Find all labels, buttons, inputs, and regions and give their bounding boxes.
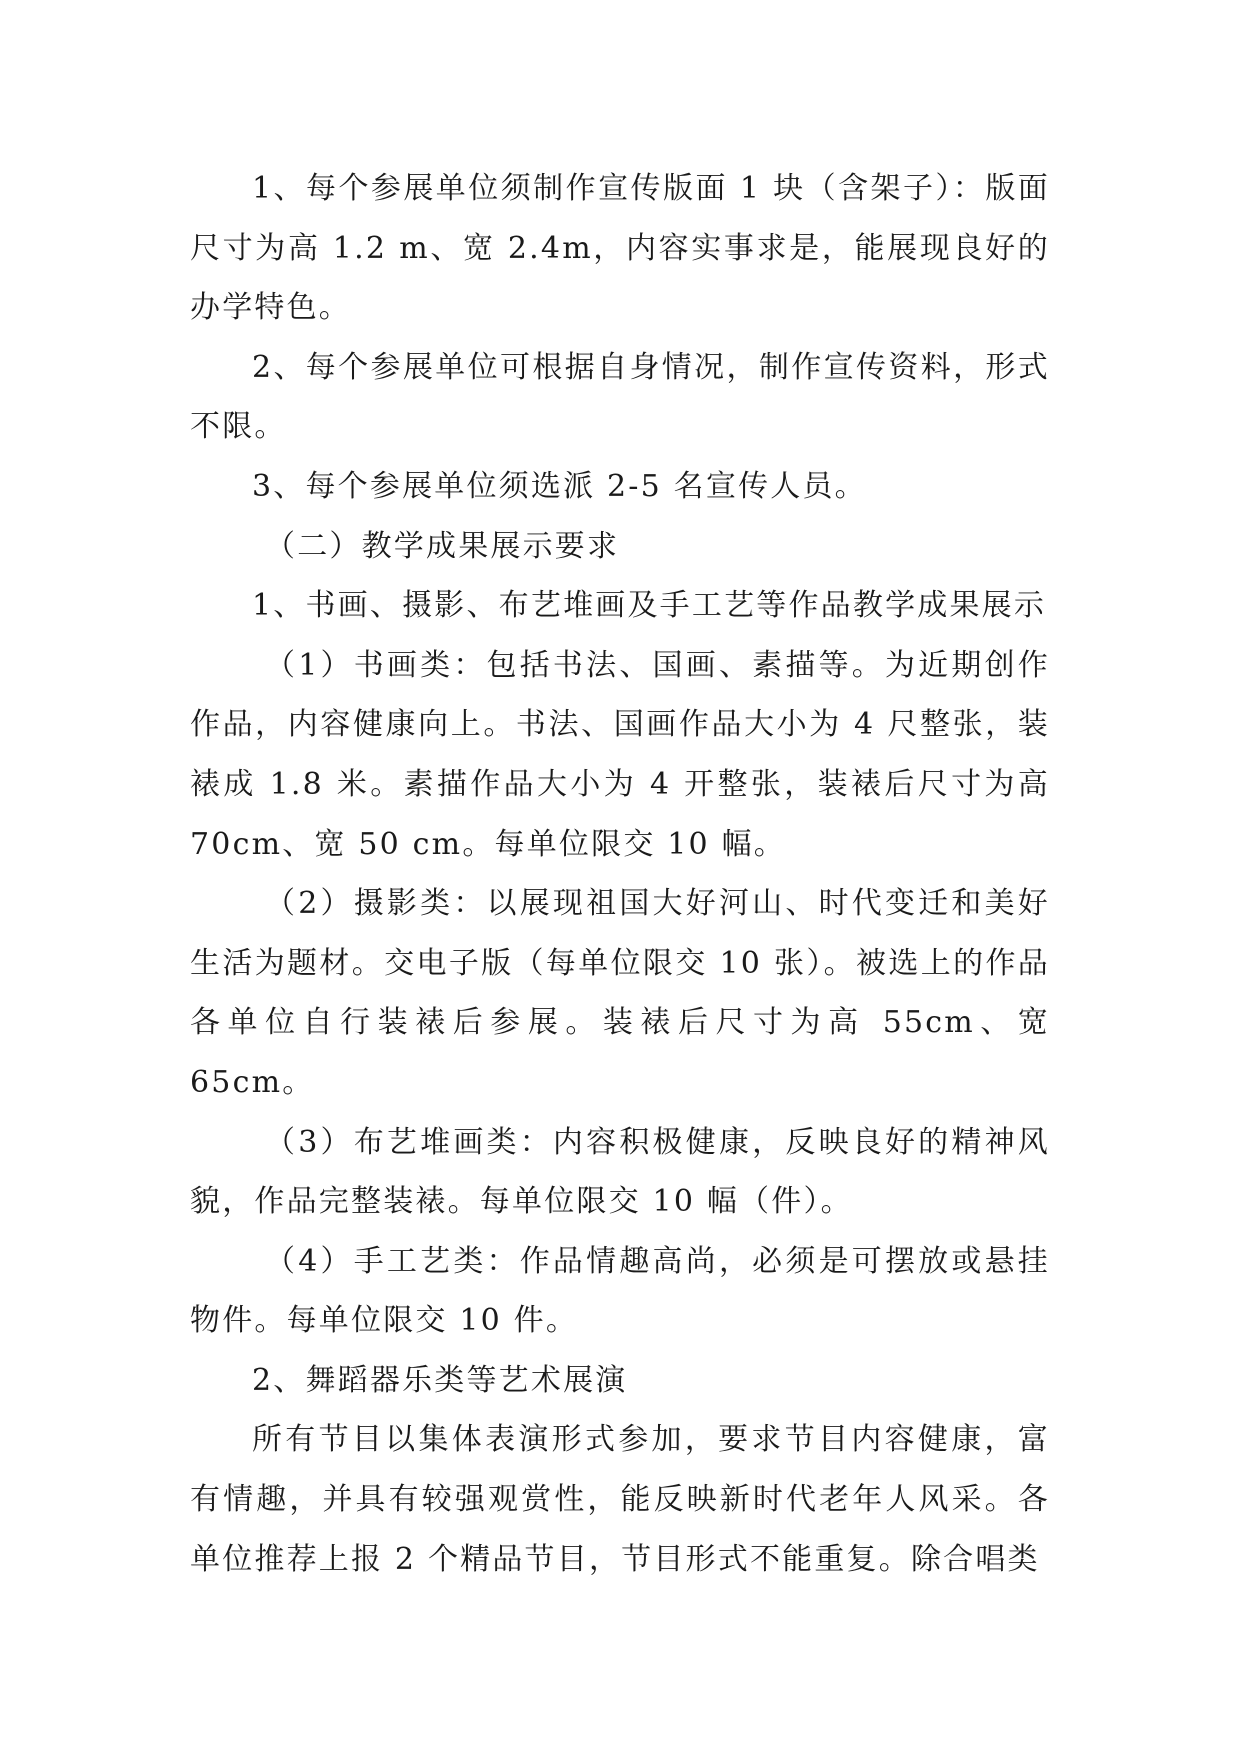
document-body (190, 159, 1050, 1589)
paragraph-performance-rules: 所有节目以集体表演形式参加，要求节目内容健康，富有情趣，并具有较强观赏性，能反映新时代老年人风采。各单位推荐上报 2 个精品节目，节目形式不能重复。除合唱类 (190, 1422, 1050, 1577)
paragraph-display-board: 1、每个参展单位须制作宣传版面 1 块（含架子）：版面尺寸为高 1.2 m、宽 2.4m，内容实事求是，能展现良好的办学特色。 (190, 171, 1050, 326)
paragraph-fabric-art: （3）布艺堆画类：内容积极健康，反映良好的精神风貌，作品完整装裱。每单位限交 10 幅（件）。 (190, 1124, 1050, 1220)
paragraph-handicraft: （4）手工艺类：作品情趣高尚，必须是可摆放或悬挂物件。每单位限交 10 件。 (190, 1243, 1050, 1339)
paragraph-photography: （2）摄影类：以展现祖国大好河山、时代变迁和美好生活为题材。交电子版（每单位限交 10 张）。被选上的作品各单位自行装裱后参展。装裱后尺寸为高 55cm、宽 65cm。 (190, 886, 1050, 1100)
paragraph-performance-heading: 2、舞蹈器乐类等艺术展演 (252, 1362, 628, 1398)
section-heading-teaching-results: （二）教学成果展示要求 (265, 528, 620, 564)
paragraph-calligraphy-painting: （1）书画类：包括书法、国画、素描等。为近期创作作品，内容健康向上。书法、国画作品大小为 4 尺整张，装裱成 1.8 米。素描作品大小为 4 开整张，装裱后尺寸为高 70cm、宽 50 cm。每单位限交 10 幅。 (190, 647, 1050, 862)
paragraph-artwork-showcase: 1、书画、摄影、布艺堆画及手工艺等作品教学成果展示 (252, 588, 1047, 624)
paragraph-promo-staff: 3、每个参展单位须选派 2-5 名宣传人员。 (252, 468, 867, 504)
paragraph-promo-materials: 2、每个参展单位可根据自身情况，制作宣传资料，形式不限。 (190, 349, 1050, 445)
